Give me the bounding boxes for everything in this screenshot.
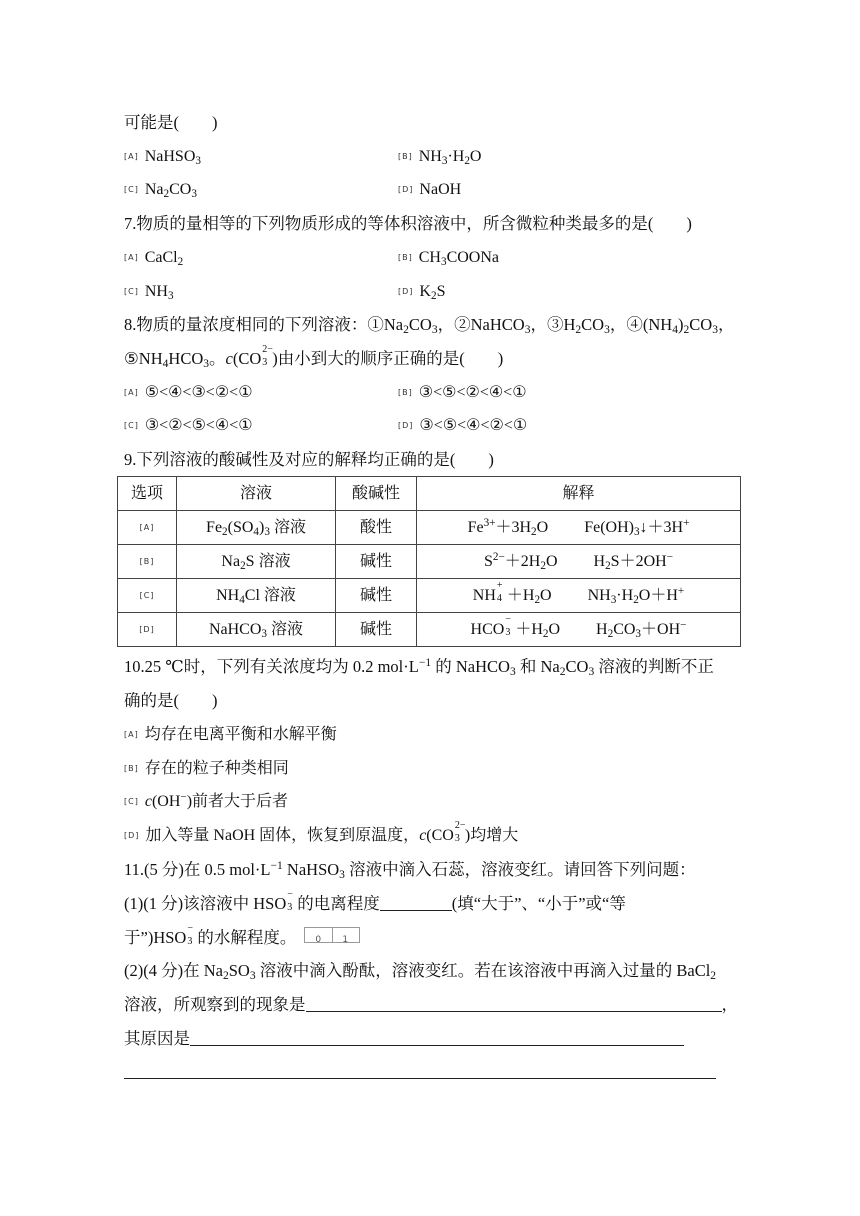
answer-blank[interactable] <box>306 995 722 1012</box>
answer-line[interactable] <box>124 1078 716 1079</box>
q11-part2-line1: (2)(4 分)在 $Na_2SO_3$ 溶液中滴入酚酞，溶液变红。若在该溶液中再滴入过量的 BaCl$_2$ <box>124 961 717 982</box>
table-row[interactable] <box>118 579 741 613</box>
q8-stem-line1: 8.物质的量浓度相同的下列溶液：$①Na_2CO_3$，②NaHCO$_3$，$③H_2CO_3$，$④(NH_4)_2CO_3$， <box>124 315 735 336</box>
row-solution: $Na_2S$ 溶液 <box>177 545 336 579</box>
row-label: [A] <box>118 511 177 545</box>
header-option: 选项 <box>118 477 177 511</box>
q7-stem: 7.物质的量相等的下列物质形成的等体积溶液中，所含微粒种类最多的是( ) <box>124 214 692 233</box>
q7-option-b[interactable]: [B] $CH_3COONa$ <box>398 249 499 268</box>
row-solution: $NH_4Cl$ 溶液 <box>177 579 336 613</box>
row-solution: NaHCO$_3$ 溶液 <box>177 613 336 647</box>
row-solution: $Fe_2(SO_4)_3$ 溶液 <box>177 511 336 545</box>
row-property: 碱性 <box>336 613 417 647</box>
q9-stem: 9.下列溶液的酸碱性及对应的解释均正确的是( ) <box>124 450 494 469</box>
option-label: [C] <box>124 421 139 430</box>
option-label: [B] <box>398 253 413 262</box>
option-label: [C] <box>124 185 139 194</box>
option-label: [D] <box>124 831 140 840</box>
q8-stem-line2: $⑤NH_4HCO_3$。c(CO 2− 3 )由小到大的顺序正确的是( ) <box>124 344 504 370</box>
option-label: [A] <box>124 388 139 397</box>
table-row[interactable] <box>118 511 741 545</box>
q7-option-c[interactable]: [C] $NH_3$ <box>124 283 174 302</box>
header-solution: 溶液 <box>177 477 336 511</box>
q8-option-b[interactable]: [B] ③<⑤<②<④<① <box>398 384 527 401</box>
q10-option-d[interactable]: [D] 加入等量 NaOH 固体，恢复到原温度，c(CO 2− 3 )均增大 <box>124 820 519 844</box>
q11-part1-line2: 于”)HSO − 3 的水解程度。 0 1 <box>124 927 360 949</box>
header-explanation: 解释 <box>417 477 741 511</box>
option-label: [C] <box>124 797 139 806</box>
row-property: 碱性 <box>336 579 417 613</box>
row-label: [C] <box>118 579 177 613</box>
q10-stem-line1: 10.25 ℃时，下列有关浓度均为 0.2 $mol\cdot L^{-1}$ 的 NaHCO$_3$ 和 $Na_2CO_3$ 溶液的判断不正 <box>124 657 714 678</box>
q8-option-c[interactable]: [C] ③<②<⑤<④<① <box>124 417 253 434</box>
table-row[interactable] <box>118 545 741 579</box>
q11-part2-line2: 溶液，所观察到的现象是 ， <box>124 995 738 1014</box>
q6-option-c[interactable]: [C] $Na_2CO_3$ <box>124 181 197 200</box>
row-explanation: $Fe^{3+}+3H_2O$ $Fe(OH)_3↓+3H^+$ <box>417 511 741 545</box>
q6-option-b[interactable]: [B] $NH_3\cdot H_2O$ <box>398 148 482 167</box>
option-label: [C] <box>124 287 139 296</box>
table-header-row <box>118 477 741 511</box>
score-box[interactable]: 0 1 <box>304 927 360 943</box>
q10-option-a[interactable]: [A] 均存在电离平衡和水解平衡 <box>124 726 337 743</box>
answer-blank[interactable] <box>380 894 452 911</box>
option-label: [B] <box>398 388 413 397</box>
option-label: [A] <box>124 730 139 739</box>
table-row[interactable] <box>118 613 741 647</box>
option-label: [A] <box>124 253 139 262</box>
q11-part2-line3: 其原因是 <box>124 1028 684 1050</box>
row-explanation: NH + 4 $+H_2O$ $NH_3\cdot H_2O+H^+$ <box>417 579 741 613</box>
q10-option-b[interactable]: [B] 存在的粒子种类相同 <box>124 760 289 777</box>
option-label: [A] <box>124 152 139 161</box>
row-explanation: $S^{2-}+2H_2O$ $H_2S+2OH^-$ <box>417 545 741 579</box>
q8-option-a[interactable]: [A] ⑤<④<③<②<① <box>124 384 253 401</box>
header-property: 酸碱性 <box>336 477 417 511</box>
option-label: [D] <box>398 421 414 430</box>
row-label: [B] <box>118 545 177 579</box>
row-label: [D] <box>118 613 177 647</box>
row-explanation: HCO − 3 $+H_2O$ $H_2CO_3+OH^-$ <box>417 613 741 647</box>
q6-option-a[interactable]: [A] NaHSO$_3$ <box>124 148 201 167</box>
option-label: [B] <box>124 764 139 773</box>
option-label: [B] <box>398 152 413 161</box>
q11-part1-line1: (1)(1 分)该溶液中 HSO − 3 的电离程度 (填“大于”、“小于”或“等 <box>124 889 626 913</box>
q8-option-d[interactable]: [D] ③<⑤<④<②<① <box>398 417 528 434</box>
answer-blank[interactable] <box>190 1029 684 1046</box>
q6-option-d[interactable]: [D] NaOH <box>398 181 462 198</box>
q7-option-a[interactable]: [A] CaCl$_2$ <box>124 249 184 268</box>
q10-option-c[interactable]: [C] c(OH−)前者大于后者 <box>124 791 289 810</box>
row-property: 酸性 <box>336 511 417 545</box>
q7-option-d[interactable]: [D] $K_2S$ <box>398 283 446 302</box>
row-property: 碱性 <box>336 545 417 579</box>
q11-stem: 11.(5 分)在 0.5 $mol\cdot L^{-1}$ NaHSO$_3$ 溶液中滴入石蕊，溶液变红。请回答下列问题： <box>124 860 696 881</box>
q6-tail: 可能是( ) <box>124 113 218 132</box>
option-label: [D] <box>398 287 414 296</box>
option-label: [D] <box>398 185 414 194</box>
q10-stem-line2: 确的是( ) <box>124 691 218 710</box>
q9-table <box>117 476 741 647</box>
